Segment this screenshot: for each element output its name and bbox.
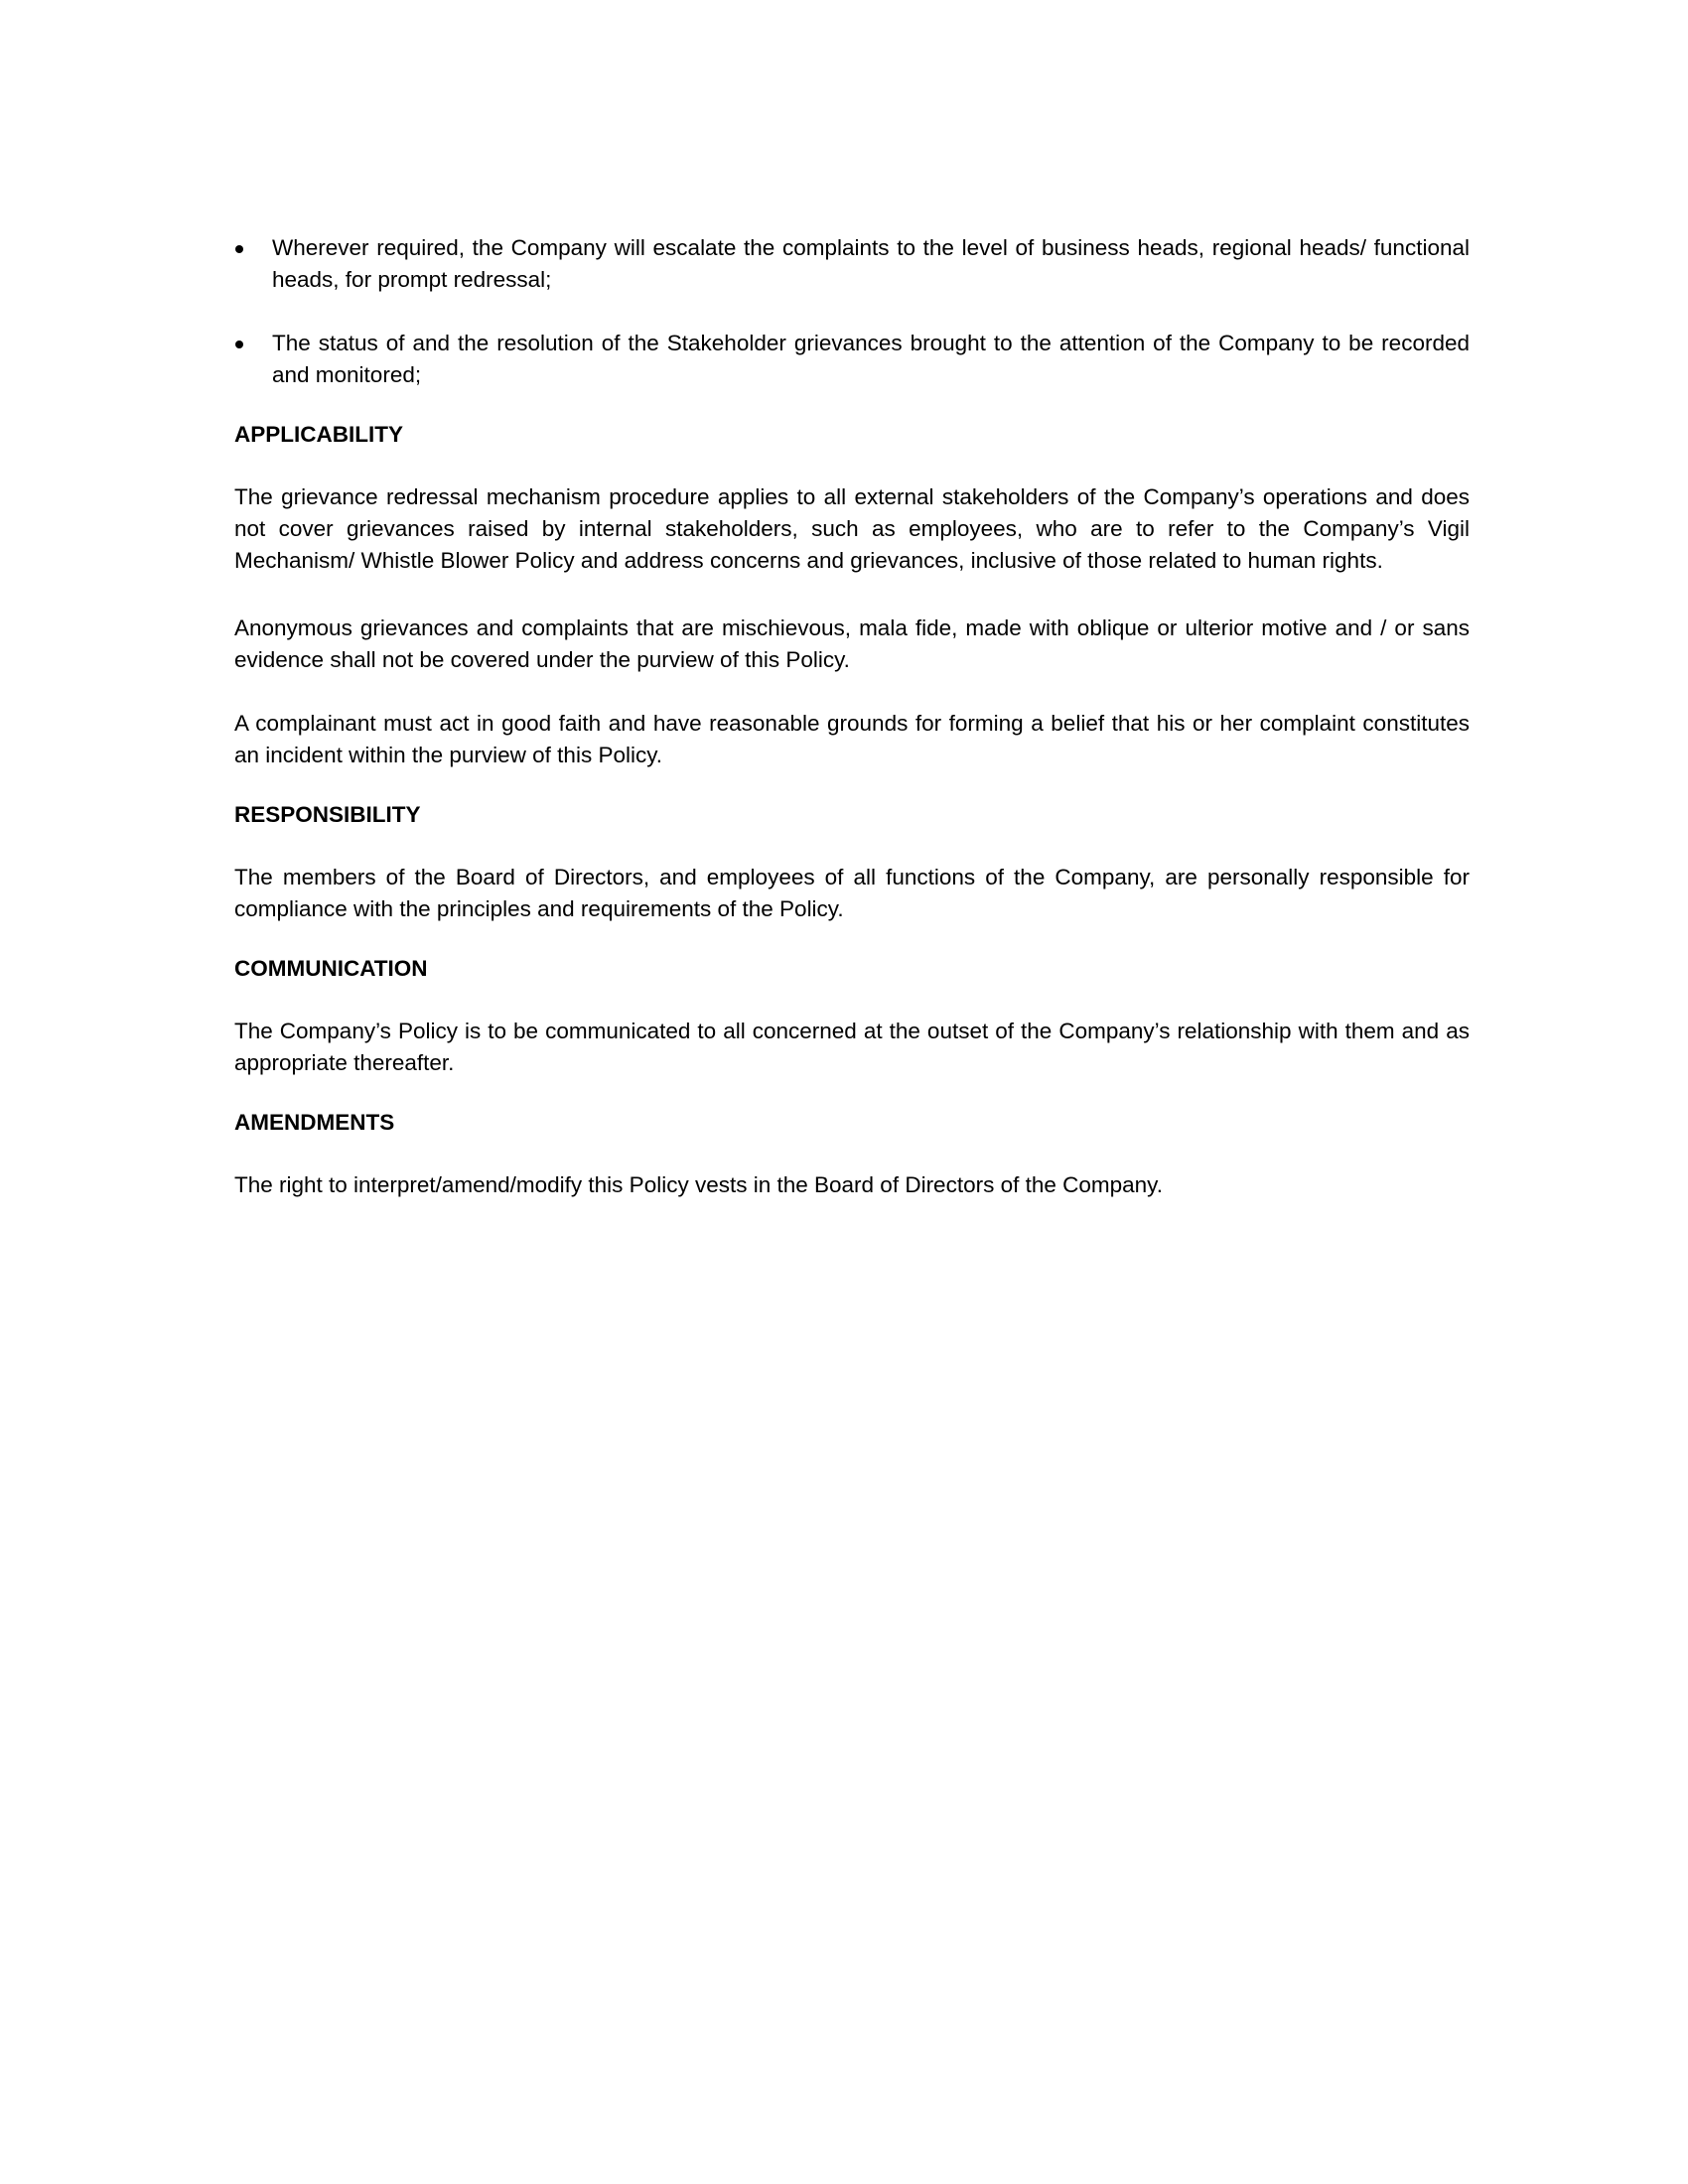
paragraph-applicability-scope: The grievance redressal mechanism procedure applies to all external stakeholders of the Company’s operations and does not cover grievances raised by internal stakeholders, such as employees, who are to refer to the Company’s Vigil Mechanism/ Whistle Blower Policy and address concerns and grievances, inclusive of those related to human rights. [234, 484, 1470, 573]
bullet-icon [235, 245, 243, 253]
paragraph-communication: The Company’s Policy is to be communicated to all concerned at the outset of the Company’s relationship with them and as appropriate thereafter. [234, 1019, 1470, 1075]
bullet-icon [235, 341, 243, 348]
bullet-text: The status of and the resolution of the Stakeholder grievances brought to the attention of the Company to be recorded and monitored; [272, 331, 1470, 387]
paragraph-applicability-anonymous: Anonymous grievances and complaints that are mischievous, mala fide, made with oblique or ulterior motive and / or sans evidence shall not be covered under the purview of this Policy. [234, 615, 1470, 672]
bullet-item-escalation [234, 232, 1470, 296]
section-heading-communication: COMMUNICATION [234, 956, 428, 981]
bullet-item-status [234, 328, 1470, 391]
bullet-text: Wherever required, the Company will escalate the complaints to the level of business heads, regional heads/ functional heads, for prompt redressal; [272, 235, 1470, 292]
section-heading-responsibility: RESPONSIBILITY [234, 802, 421, 827]
paragraph-applicability-good-faith: A complainant must act in good faith and have reasonable grounds for forming a belief that his or her complaint constitutes an incident within the purview of this Policy. [234, 711, 1470, 767]
section-heading-amendments: AMENDMENTS [234, 1110, 395, 1135]
paragraph-responsibility: The members of the Board of Directors, and employees of all functions of the Company, are personally responsible for compliance with the principles and requirements of the Policy. [234, 865, 1470, 921]
document-body [234, 232, 1470, 1233]
paragraph-amendments: The right to interpret/amend/modify this Policy vests in the Board of Directors of the Company. [234, 1172, 1164, 1197]
section-heading-applicability: APPLICABILITY [234, 422, 404, 447]
